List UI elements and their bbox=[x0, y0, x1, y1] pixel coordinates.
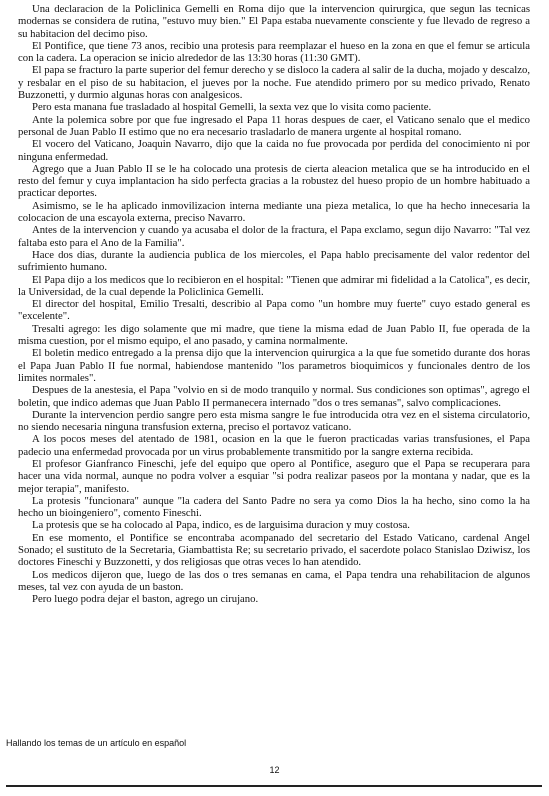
paragraph: Pero esta manana fue trasladado al hospital Gemelli, la sexta vez que lo visita como paciente. bbox=[32, 101, 432, 114]
paragraph: Los medicos dijeron que, luego de las dos o tres semanas en cama, el Papa tendra una rehabilitacion de algunos meses, tal vez con ayuda de un baston. bbox=[18, 568, 530, 593]
paragraph: El papa se fracturo la parte superior del femur derecho y se disloco la cadera al salir de la ducha, mojado y descalzo, y resbalar en el piso de su habitacion, el jueves por la noche. Fue atendido primero por su medico privado, Renato Buzzonetti, y durmio algunas horas con analgesicos. bbox=[18, 64, 530, 102]
page-number: 12 bbox=[269, 765, 280, 775]
paragraph: El profesor Gianfranco Fineschi, jefe del equipo que opero al Pontifice, aseguro que el Papa se recuperara para hacer una vida normal, aunque no podra volver a esquiar "si podra realizar paseos por la montana y nadar, que es la mejor terapia", manifesto. bbox=[18, 457, 530, 495]
paragraph: A los pocos meses del atentado de 1981, ocasion en la que le fueron practicadas varias transfusiones, el Papa padecio una enfermedad provocada por un virus probablemente transmitido por la sangre externa recibida. bbox=[18, 433, 530, 458]
paragraph: Asimismo, se le ha aplicado inmovilizacion interna mediante una pieza metalica, lo que ha hecho innecesaria la colocacion de una escayola externa, preciso Navarro. bbox=[18, 199, 530, 225]
paragraph: La protesis "funcionara" aunque "la cadera del Santo Padre no sera ya como Dios la ha hecho, sino como la ha hecho un bioingeniero", comento Fineschi. bbox=[18, 494, 530, 520]
paragraph: Agrego que a Juan Pablo II se le ha colocado una protesis de cierta aleacion metalica que se ha introducido en el resto del femur y cuya implantacion ha sido perfecta gracias a la robustez del hueso propio de un hombre habituado a practicar deportes. bbox=[18, 162, 530, 200]
paragraph: El vocero del Vaticano, Joaquin Navarro, dijo que la caida no fue provocada por perdida del conocimiento ni por ninguna enfermedad. bbox=[18, 138, 530, 163]
paragraph: Hace dos dias, durante la audiencia publica de los miercoles, el Papa hablo precisamente del valor redentor del sufrimiento humano. bbox=[18, 248, 530, 274]
paragraph: El director del hospital, Emilio Tresalti, describio al Papa como "un hombre muy fuerte" cuyo estado general es "excelente". bbox=[18, 298, 530, 323]
paragraph: Pero luego podra dejar el baston, agrego un cirujano. bbox=[32, 593, 259, 606]
paragraph: El Papa dijo a los medicos que lo recibieron en el hospital: "Tienen que admirar mi fidelidad a la Catolica", es decir, la Universidad, de la cual depende la Policlinica Gemelli. bbox=[18, 273, 530, 298]
bottom-rule bbox=[6, 785, 542, 787]
paragraph: La protesis que se ha colocado al Papa, indico, es de larguisima duracion y muy costosa. bbox=[32, 519, 410, 532]
paragraph: Tresalti agrego: les digo solamente que mi madre, que tiene la misma edad de Juan Pablo II, fue operada de la misma cuestion, por el mismo equipo, el ano pasado, y camina normalmente. bbox=[18, 322, 530, 348]
paragraph: El Pontifice, que tiene 73 anos, recibio una protesis para reemplazar el hueso en la zona en que el femur se articula con la cadera. La operacion se inicio alrededor de las 13:30 horas (11:30 GMT). bbox=[18, 39, 530, 65]
paragraph: El boletin medico entregado a la prensa dijo que la intervencion quirurgica a la que fue sometido durante dos horas el Papa Juan Pablo II fue normal, habiendose mantenido "los parametros bioquimicos y funcionales dentro de los limites normales". bbox=[18, 347, 530, 384]
article-body bbox=[18, 3, 530, 606]
paragraph: Despues de la anestesia, el Papa "volvio en si de modo tranquilo y normal. Sus condiciones son optimas", agrego el boletin, que indico ademas que Juan Pablo II permanecera internado "dos o tres semanas", salvo complicaciones. bbox=[18, 384, 530, 409]
paragraph: Antes de la intervencion y cuando ya acusaba el dolor de la fractura, el Papa exclamo, segun dijo Navarro: "Tal vez faltaba esto para el Ano de la Familia". bbox=[18, 224, 530, 249]
paragraph: Ante la polemica sobre por que fue ingresado el Papa 11 horas despues de caer, el Vaticano senalo que el medico personal de Juan Pablo II estimo que no era necesario trasladarlo de manera urgente al hospital romano. bbox=[18, 113, 530, 138]
footer-note: Hallando los temas de un artículo en español bbox=[6, 738, 187, 748]
paragraph: Durante la intervencion perdio sangre pero esta misma sangre le fue introducida otra vez en el sistema circulatorio, no siendo necesaria ninguna transfusion externa, preciso el portavoz vaticano. bbox=[18, 408, 530, 434]
paragraph: Una declaracion de la Policlinica Gemelli en Roma dijo que la intervencion quirurgica, que segun las tecnicas modernas se considera de rutina, "estuvo muy bien." El Papa estaba nuevamente consciente y fue llevado de regreso a su habitacion del decimo piso. bbox=[18, 3, 530, 40]
paragraph: En ese momento, el Pontifice se encontraba acompanado del secretario del Estado Vaticano, cardenal Angel Sonado; el sustituto de la Secretaria, Giambattista Re; su secretario privado, el sacerdote polaco Stanislao Dziwisz, los doctores Fineschi y Buzzonetti, y dos religiosas que otras veces lo han atendido. bbox=[18, 531, 530, 569]
